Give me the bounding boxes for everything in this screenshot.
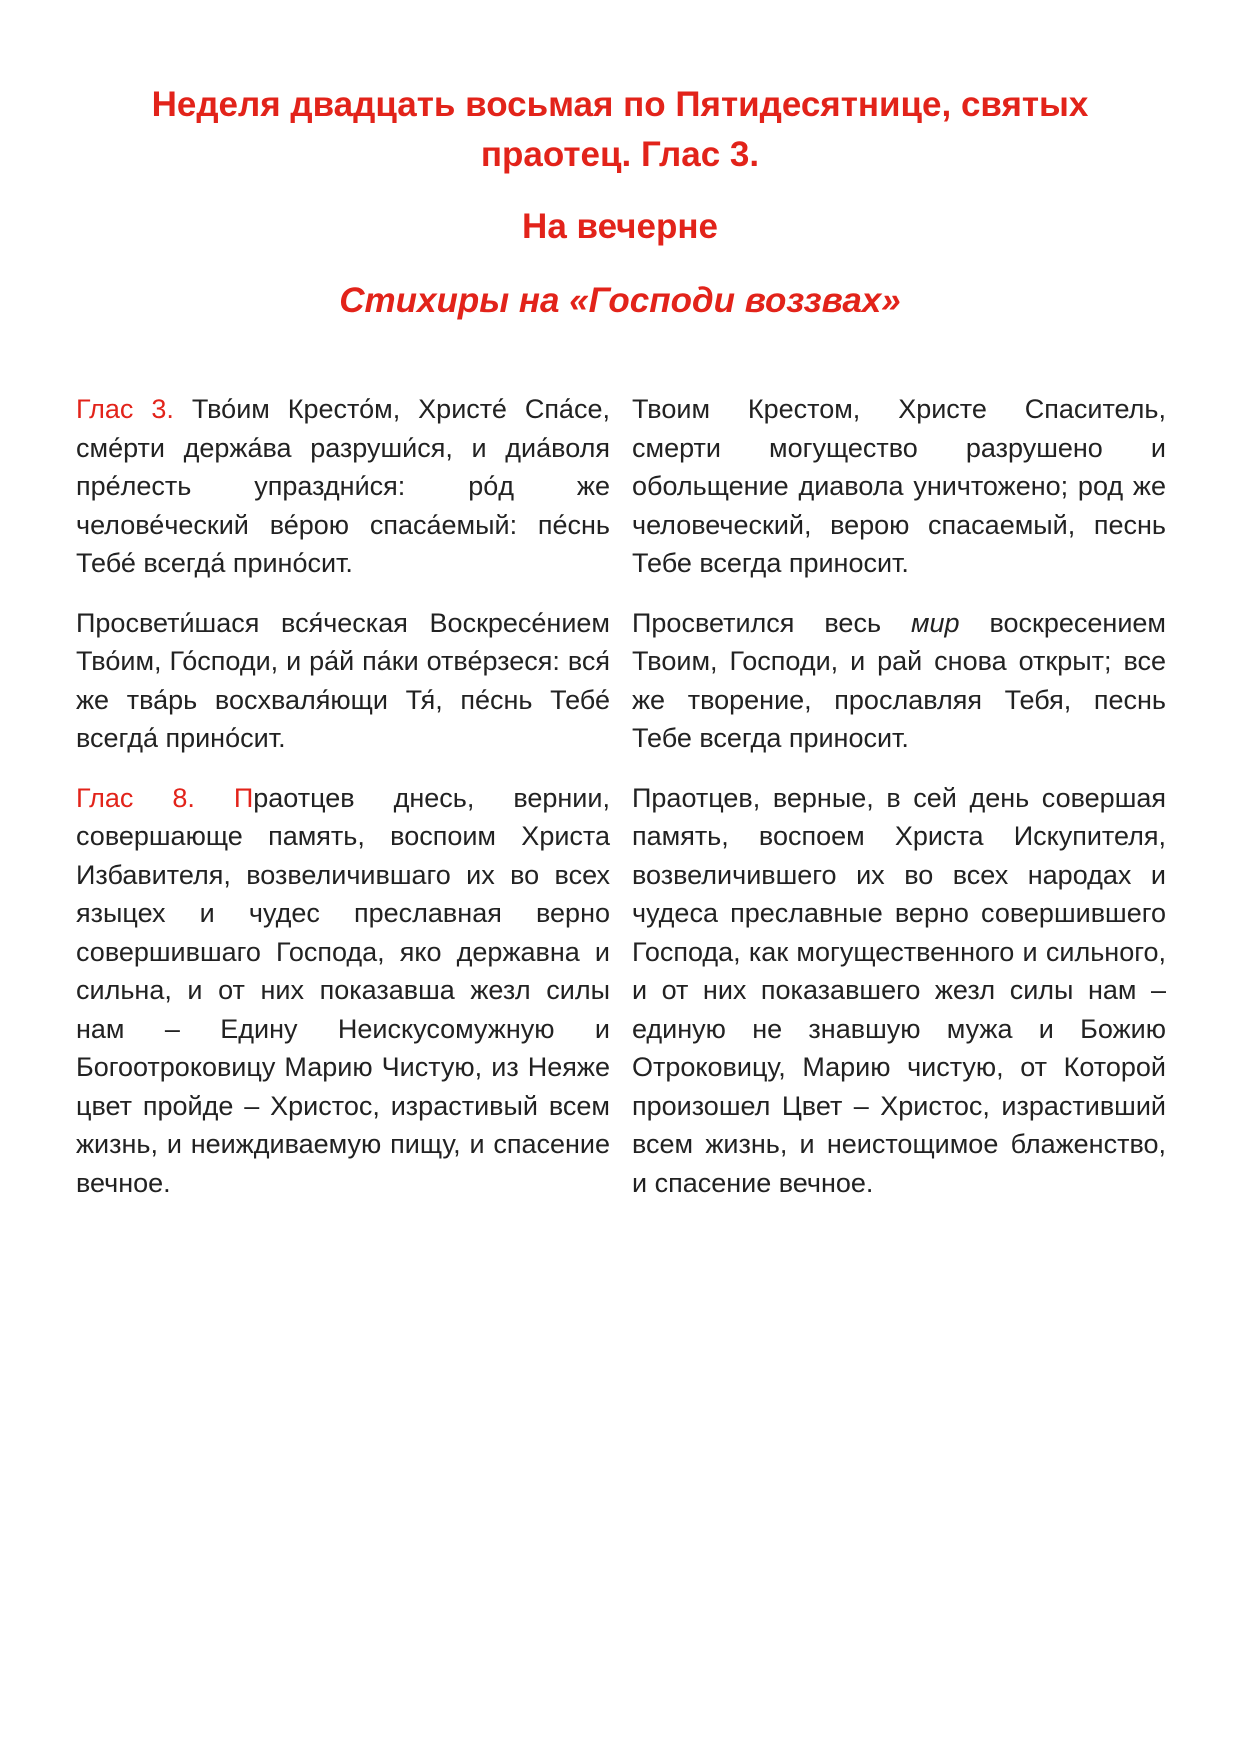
section-heading: Стихиры на «Господи воззвах»	[339, 281, 901, 320]
russian-text: Просветился весь	[632, 607, 911, 638]
slavonic-text: раотцев днесь, вернии, совершающе память, воспоим Христа Избавителя, возвеличившаго их во всех языцех и чудес преславная верно совершившаго Господа, яко державна и сильна, и от них показавша жезл силы нам – Едину Неискусомужную и Богоотроковицу Марию Чистую, из Неяже цвет пройде – Христос, израстивый всем жизнь, и неиждиваемую пищу, и спасение вечное.	[76, 782, 610, 1198]
slavonic-column	[76, 779, 610, 1203]
slavonic-text: Просвети́шася вся́ческая Воскресе́нием Тво́им, Го́споди, и ра́й па́ки отве́рзеся: вся́ же тва́рь восхваля́ющи Тя́, пе́снь Тебе́ всегда́ прино́сит.	[76, 607, 610, 753]
service-heading: На вечерне	[522, 207, 718, 246]
tone-label: Глас 3.	[76, 394, 174, 424]
russian-text: Праотцев, верные, в сей день совершая память, воспоем Христа Искупителя, возвеличившего их во всех народах и чудеса преславные верно совершившего Господа, как могущественного и сильного, и от них показавшего жезл силы нам – единую не знавшую мужа и Божию Отроковицу, Марию чистую, от Которой произошел Цвет – Христос, израстивший всем жизнь, и неистощимое блаженство, и спасение вечное.	[632, 782, 1166, 1198]
sticheron-row	[76, 390, 1166, 583]
russian-italic-word: мир	[910, 607, 960, 638]
russian-text-continued: воскресением Твоим, Господи, и рай снова открыт; все же творение, прославляя Тебя, песнь Тебе всегда приносит.	[632, 607, 1166, 753]
russian-column	[632, 779, 1166, 1203]
page-title: Неделя двадцать восьмая по Пятидесятнице, святых праотец. Глас 3.	[151, 85, 1089, 174]
slavonic-text: Тво́им Кресто́м, Христе́ Спа́се, сме́рти держа́ва разруши́ся, и диа́воля пре́лесть упраздни́ся: ро́д же челове́ческий ве́рою спаса́емый: пе́снь Тебе́ всегда́ прино́сит.	[76, 394, 610, 578]
tone-label: Глас 8.	[76, 782, 195, 813]
sticheron-row	[76, 779, 1166, 1203]
initial-letter: П	[233, 782, 254, 813]
slavonic-column	[76, 604, 610, 758]
russian-column	[632, 604, 1166, 758]
russian-column	[632, 390, 1166, 583]
russian-text: Твоим Крестом, Христе Спаситель, смерти могущество разрушено и обольщение диавола уничтожено; род же человеческий, верою спасаемый, песнь Тебе всегда приносит.	[632, 394, 1166, 578]
sticheron-row	[76, 604, 1166, 758]
parallel-text	[76, 390, 1166, 1223]
page-header	[0, 80, 1240, 326]
slavonic-column	[76, 390, 610, 583]
